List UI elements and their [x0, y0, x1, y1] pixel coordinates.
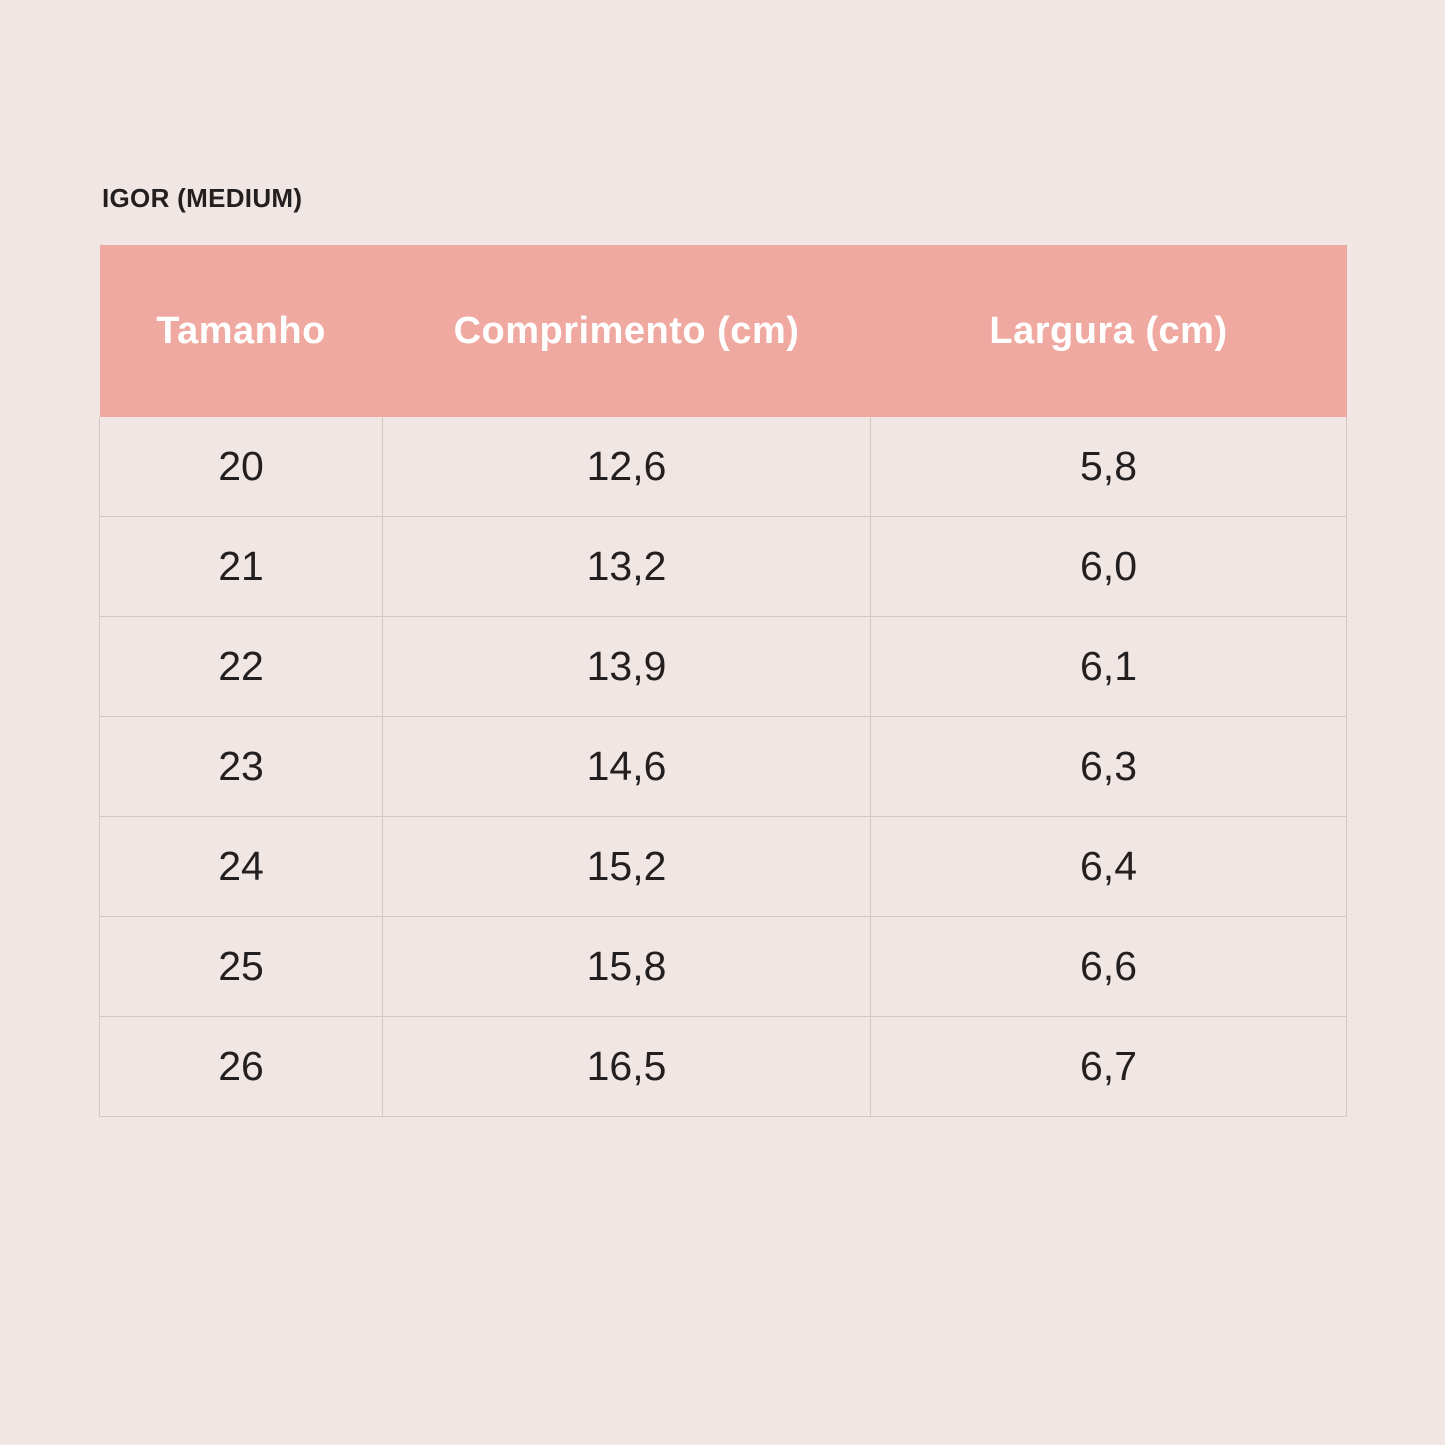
column-header-width: Largura (cm) — [871, 245, 1347, 417]
cell-length: 12,6 — [383, 417, 871, 517]
cell-length: 13,2 — [383, 517, 871, 617]
table-header-row — [100, 245, 1347, 417]
table-row — [100, 917, 1347, 1017]
cell-width: 6,1 — [871, 617, 1347, 717]
column-header-length: Comprimento (cm) — [383, 245, 871, 417]
table-row — [100, 517, 1347, 617]
table-body — [100, 417, 1347, 1117]
cell-width: 5,8 — [871, 417, 1347, 517]
cell-length: 15,2 — [383, 817, 871, 917]
table-row — [100, 417, 1347, 517]
cell-width: 6,4 — [871, 817, 1347, 917]
cell-length: 13,9 — [383, 617, 871, 717]
cell-length: 15,8 — [383, 917, 871, 1017]
table-row — [100, 817, 1347, 917]
cell-size: 21 — [100, 517, 383, 617]
size-chart-table — [99, 245, 1347, 1117]
cell-width: 6,3 — [871, 717, 1347, 817]
cell-size: 25 — [100, 917, 383, 1017]
cell-size: 23 — [100, 717, 383, 817]
page-title: IGOR (MEDIUM) — [102, 183, 303, 213]
cell-size: 20 — [100, 417, 383, 517]
table-row — [100, 717, 1347, 817]
table-row — [100, 1017, 1347, 1117]
table-row — [100, 617, 1347, 717]
cell-size: 24 — [100, 817, 383, 917]
cell-size: 26 — [100, 1017, 383, 1117]
cell-width: 6,0 — [871, 517, 1347, 617]
column-header-size: Tamanho — [100, 245, 383, 417]
cell-length: 16,5 — [383, 1017, 871, 1117]
cell-width: 6,7 — [871, 1017, 1347, 1117]
cell-width: 6,6 — [871, 917, 1347, 1017]
table-header — [100, 245, 1347, 417]
cell-size: 22 — [100, 617, 383, 717]
cell-length: 14,6 — [383, 717, 871, 817]
